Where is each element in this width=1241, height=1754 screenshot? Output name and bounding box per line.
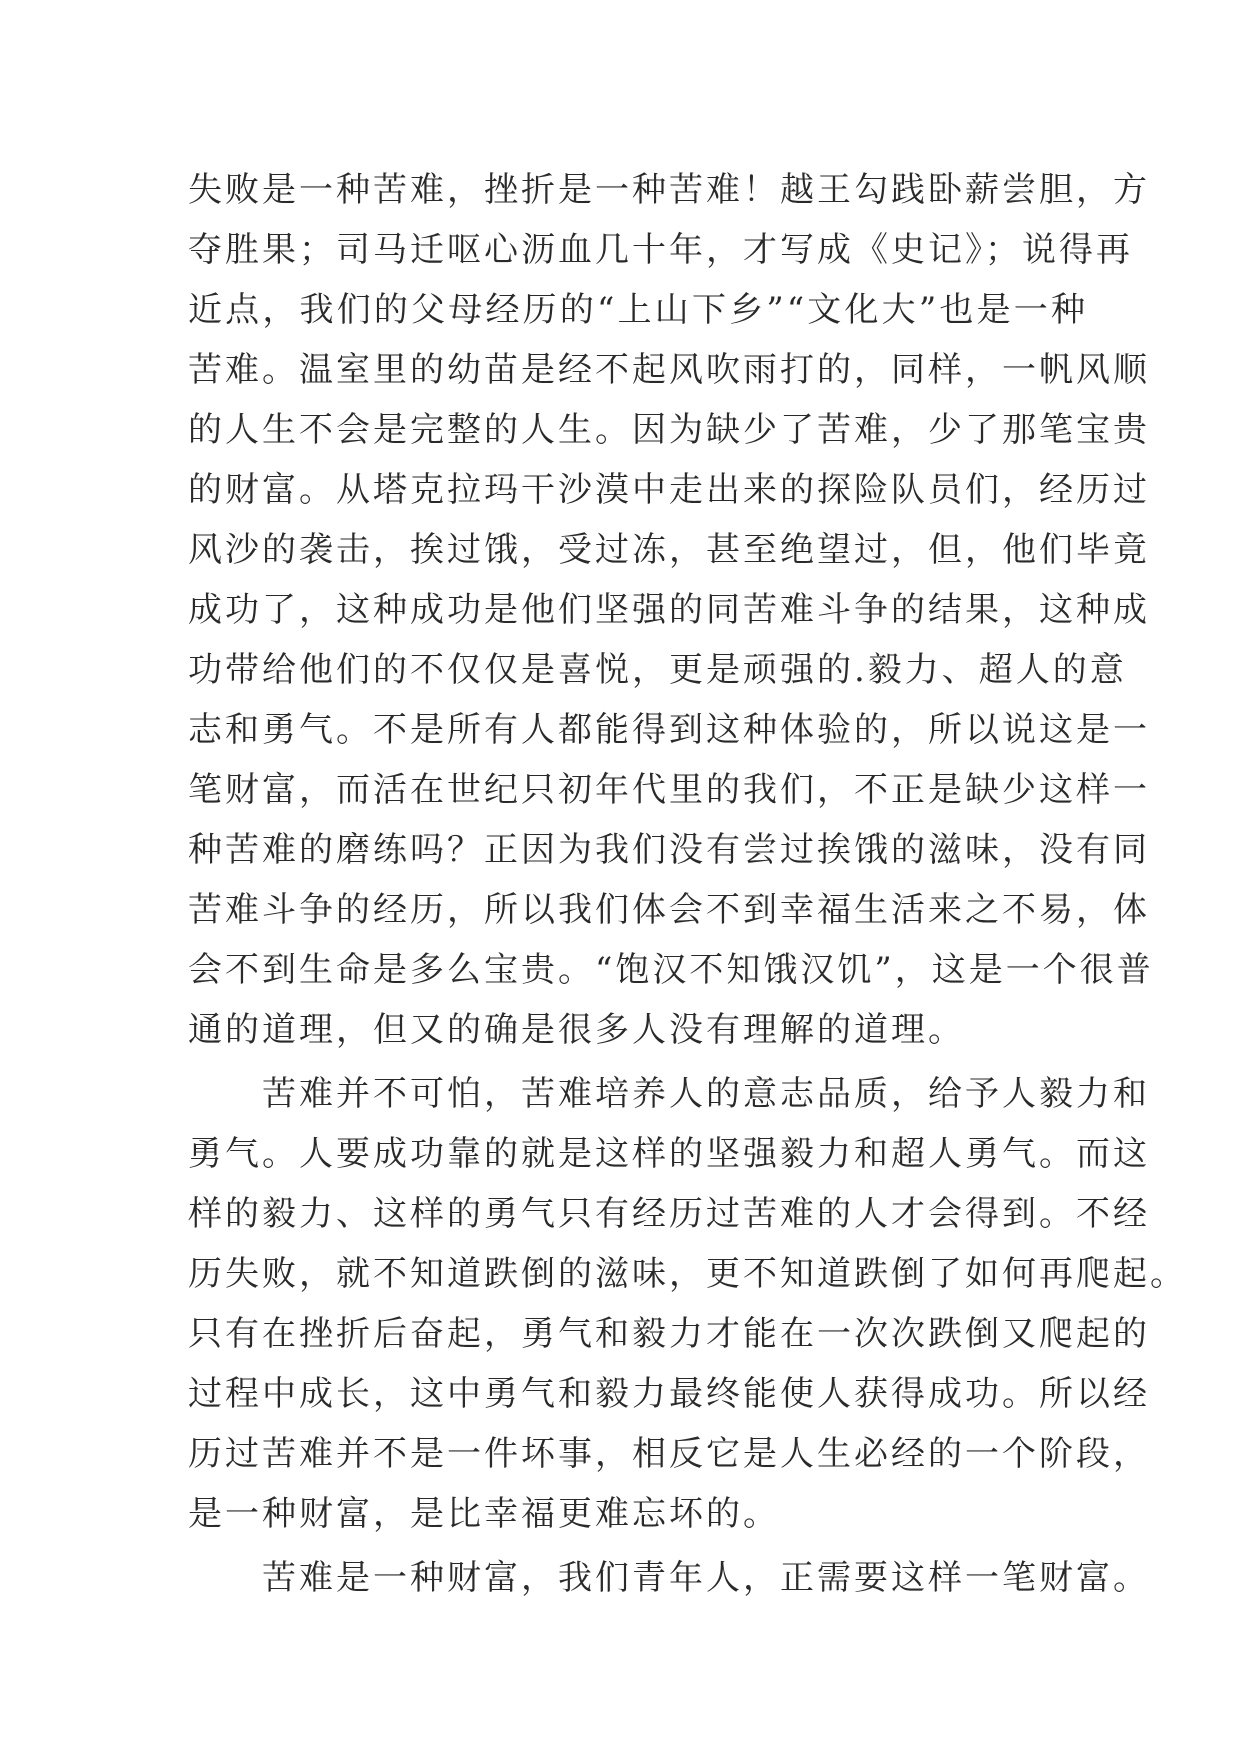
text-line: 种苦难的磨练吗？正因为我们没有尝过挨饿的滋味，没有同 [188, 830, 1150, 870]
text-line: 成功了，这种成功是他们坚强的同苦难斗争的结果，这种成 [188, 590, 1150, 630]
text-line: 历失败，就不知道跌倒的滋味，更不知道跌倒了如何再爬起。 [188, 1254, 1187, 1294]
text-line: 过程中成长，这中勇气和毅力最终能使人获得成功。所以经 [188, 1374, 1150, 1414]
text-line: 勇气。人要成功靠的就是这样的坚强毅力和超人勇气。而这 [188, 1134, 1150, 1174]
text-line: 笔财富，而活在世纪只初年代里的我们，不正是缺少这样一 [188, 770, 1150, 810]
text-line: 苦难斗争的经历，所以我们体会不到幸福生活来之不易，体 [188, 890, 1150, 930]
text-line: 风沙的袭击，挨过饿，受过冻，甚至绝望过，但，他们毕竟 [188, 530, 1150, 570]
text-line: 样的毅力、这样的勇气只有经历过苦难的人才会得到。不经 [188, 1194, 1150, 1234]
text-line: 近点，我们的父母经历的“上山下乡”“文化大”也是一种 [188, 290, 1088, 330]
text-line: 通的道理，但又的确是很多人没有理解的道理。 [188, 1010, 965, 1050]
text-line: 的人生不会是完整的人生。因为缺少了苦难，少了那笔宝贵 [188, 410, 1150, 450]
text-line: 苦难是一种财富，我们青年人，正需要这样一笔财富。 [188, 1558, 1150, 1598]
text-line: 苦难。温室里的幼苗是经不起风吹雨打的，同样，一帆风顺 [188, 350, 1150, 390]
text-line: 的财富。从塔克拉玛干沙漠中走出来的探险队员们，经历过 [188, 470, 1150, 510]
text-line: 志和勇气。不是所有人都能得到这种体验的，所以说这是一 [188, 710, 1150, 750]
text-line: 是一种财富，是比幸福更难忘坏的。 [188, 1494, 780, 1534]
text-line: 功带给他们的不仅仅是喜悦，更是顽强的.毅力、超人的意 [188, 650, 1127, 690]
text-line: 历过苦难并不是一件坏事，相反它是人生必经的一个阶段， [188, 1434, 1150, 1474]
text-line: 苦难并不可怕，苦难培养人的意志品质，给予人毅力和 [188, 1074, 1150, 1114]
text-line: 只有在挫折后奋起，勇气和毅力才能在一次次跌倒又爬起的 [188, 1314, 1150, 1354]
text-line: 失败是一种苦难，挫折是一种苦难！越王勾践卧薪尝胆，方 [188, 170, 1150, 210]
body-text [188, 160, 1187, 1608]
text-line: 夺胜果；司马迁呕心沥血几十年，才写成《史记》；说得再 [188, 230, 1133, 270]
text-line: 会不到生命是多么宝贵。“饱汉不知饿汉饥”，这是一个很普 [188, 950, 1154, 990]
